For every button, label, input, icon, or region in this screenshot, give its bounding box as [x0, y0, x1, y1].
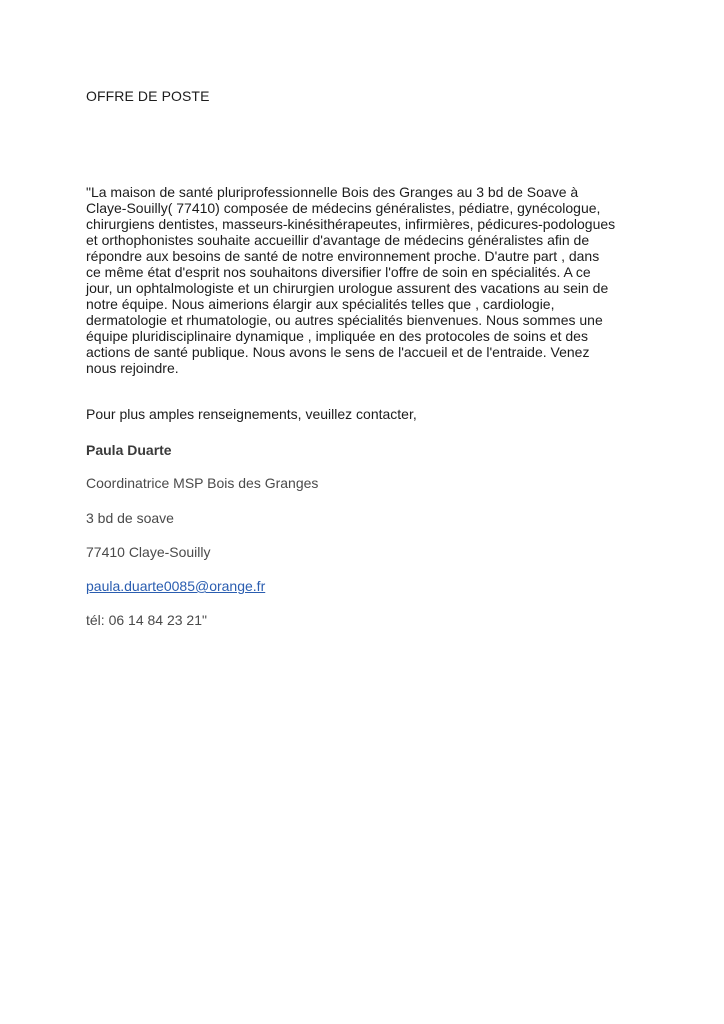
job-offer-body [86, 184, 646, 376]
body-line: ce même état d'esprit nos souhaitons diversifier l'offre de soin en spécialités. A ce [86, 264, 591, 280]
body-line: actions de santé publique. Nous avons le sens de l'accueil et de l'entraide. Venez [86, 344, 590, 360]
body-line: notre équipe. Nous aimerions élargir aux spécialités telles que , cardiologie, [86, 296, 555, 312]
body-line: nous rejoindre. [86, 360, 179, 376]
contact-role: Coordinatrice MSP Bois des Granges [86, 475, 319, 491]
body-line: répondre aux besoins de santé de notre environnement proche. D'autre part , dans [86, 248, 600, 264]
contact-street: 3 bd de soave [86, 510, 174, 526]
body-line: équipe pluridisciplinaire dynamique , impliquée en des protocoles de soins et des [86, 328, 588, 344]
contact-name: Paula Duarte [86, 442, 172, 458]
body-line: chirurgiens dentistes, masseurs-kinésithérapeutes, infirmières, pédicures-podologues [86, 216, 616, 232]
body-line: jour, un ophtalmologiste et un chirurgien urologue assurent des vacations au sein de [86, 280, 609, 296]
contact-email-link[interactable]: paula.duarte0085@orange.fr [86, 578, 266, 594]
body-line: dermatologie et rhumatologie, ou autres spécialités bienvenues. Nous sommes une [86, 312, 603, 328]
contact-phone: tél: 06 14 84 23 21" [86, 612, 207, 628]
body-line: et orthophonistes souhaite accueillir d'avantage de médecins généralistes afin de [86, 232, 590, 248]
document-title: OFFRE DE POSTE [86, 88, 210, 104]
body-line: "La maison de santé pluriprofessionnelle Bois des Granges au 3 bd de Soave à [86, 184, 579, 200]
body-line: Claye-Souilly( 77410) composée de médecins généralistes, pédiatre, gynécologue, [86, 200, 601, 216]
contact-city: 77410 Claye-Souilly [86, 544, 211, 560]
contact-intro: Pour plus amples renseignements, veuillez contacter, [86, 406, 417, 422]
